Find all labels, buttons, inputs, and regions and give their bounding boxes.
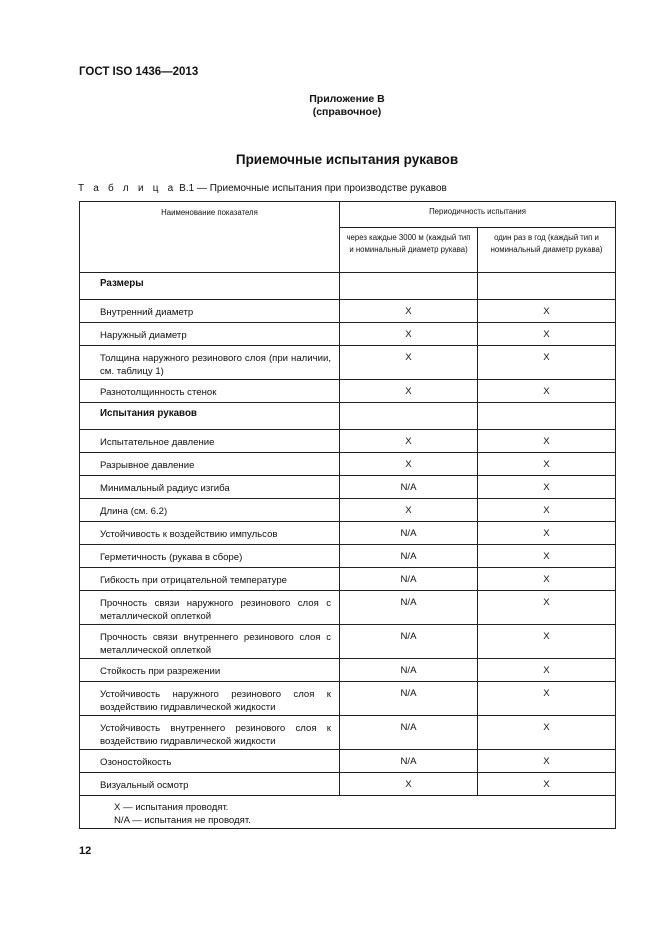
table-row <box>80 716 616 750</box>
appendix-title: Приложение В <box>309 93 385 105</box>
table-legend <box>80 796 616 829</box>
every-3000m-cell: N/A <box>340 522 478 545</box>
empty-cell <box>340 403 478 430</box>
table-caption-text: — Приемочные испытания при производстве рукавов <box>194 183 447 194</box>
yearly-cell: X <box>478 773 616 796</box>
page-title: Приемочные испытания рукавов <box>235 152 459 167</box>
table-row <box>80 476 616 499</box>
section-row <box>80 403 616 430</box>
test-name-cell: Устойчивость к воздействию импульсов <box>80 522 340 545</box>
page-number: 12 <box>79 845 92 857</box>
column-header-yearly: один раз в год (каждый тип и номинальный диаметр рукава) <box>478 228 616 273</box>
yearly-cell: X <box>478 346 616 380</box>
every-3000m-cell: N/A <box>340 476 478 499</box>
legend-item: N/A — испытания не проводят. <box>114 815 251 826</box>
table-row <box>80 499 616 522</box>
table-caption-label: Т а б л и ц а <box>78 183 177 194</box>
column-header-periodicity: Периодичность испытания <box>340 202 616 228</box>
table-row <box>80 659 616 682</box>
table-row <box>80 568 616 591</box>
document-code: ГОСТ ISO 1436—2013 <box>79 66 199 78</box>
empty-cell <box>478 273 616 300</box>
test-name-cell: Герметичность (рукава в сборе) <box>80 545 340 568</box>
table-row <box>80 750 616 773</box>
section-title: Размеры <box>80 273 340 300</box>
test-name-cell: Прочность связи внутреннего резинового слоя с металлической оплеткой <box>80 625 340 659</box>
yearly-cell: X <box>478 499 616 522</box>
yearly-cell: X <box>478 380 616 403</box>
table-caption <box>78 183 447 194</box>
yearly-cell: X <box>478 476 616 499</box>
every-3000m-cell: X <box>340 300 478 323</box>
yearly-cell: X <box>478 716 616 750</box>
table-row <box>80 323 616 346</box>
yearly-cell: X <box>478 591 616 625</box>
empty-cell <box>340 273 478 300</box>
yearly-cell: X <box>478 625 616 659</box>
yearly-cell: X <box>478 430 616 453</box>
every-3000m-cell: N/A <box>340 625 478 659</box>
every-3000m-cell: X <box>340 323 478 346</box>
column-header-name: Наименование показателя <box>80 202 340 273</box>
table-row <box>80 545 616 568</box>
table-row <box>80 380 616 403</box>
every-3000m-cell: N/A <box>340 659 478 682</box>
yearly-cell: X <box>478 453 616 476</box>
yearly-cell: X <box>478 750 616 773</box>
every-3000m-cell: N/A <box>340 682 478 716</box>
test-name-cell: Испытательное давление <box>80 430 340 453</box>
every-3000m-cell: X <box>340 430 478 453</box>
table-row <box>80 522 616 545</box>
every-3000m-cell: X <box>340 453 478 476</box>
every-3000m-cell: N/A <box>340 716 478 750</box>
appendix-heading <box>0 93 661 119</box>
every-3000m-cell: X <box>340 499 478 522</box>
test-name-cell: Наружный диаметр <box>80 323 340 346</box>
appendix-subtitle: (справочное) <box>312 106 382 118</box>
test-name-cell: Гибкость при отрицательной температуре <box>80 568 340 591</box>
test-name-cell: Разрывное давление <box>80 453 340 476</box>
every-3000m-cell: N/A <box>340 545 478 568</box>
table-row <box>80 591 616 625</box>
yearly-cell: X <box>478 545 616 568</box>
test-name-cell: Стойкость при разрежении <box>80 659 340 682</box>
yearly-cell: X <box>478 522 616 545</box>
table-caption-number: В.1 <box>179 183 195 194</box>
test-name-cell: Минимальный радиус изгиба <box>80 476 340 499</box>
table-row <box>80 300 616 323</box>
test-name-cell: Толщина наружного резинового слоя (при наличии, см. таблицу 1) <box>80 346 340 380</box>
table-row <box>80 625 616 659</box>
section-row <box>80 273 616 300</box>
yearly-cell: X <box>478 323 616 346</box>
table-row <box>80 430 616 453</box>
every-3000m-cell: N/A <box>340 750 478 773</box>
table-row <box>80 453 616 476</box>
every-3000m-cell: X <box>340 380 478 403</box>
empty-cell <box>478 403 616 430</box>
test-name-cell: Устойчивость наружного резинового слоя к воздействию гидравлической жидкости <box>80 682 340 716</box>
section-title: Испытания рукавов <box>80 403 340 430</box>
table-row <box>80 346 616 380</box>
every-3000m-cell: X <box>340 773 478 796</box>
legend-item: X — испытания проводят. <box>114 802 229 813</box>
yearly-cell: X <box>478 659 616 682</box>
yearly-cell: X <box>478 300 616 323</box>
test-name-cell: Внутренний диаметр <box>80 300 340 323</box>
test-name-cell: Устойчивость внутреннего резинового слоя к воздействию гидравлической жидкости <box>80 716 340 750</box>
every-3000m-cell: X <box>340 346 478 380</box>
table-row <box>80 773 616 796</box>
test-name-cell: Разнотолщинность стенок <box>80 380 340 403</box>
table-row <box>80 682 616 716</box>
test-name-cell: Визуальный осмотр <box>80 773 340 796</box>
every-3000m-cell: N/A <box>340 591 478 625</box>
test-name-cell: Прочность связи наружного резинового слоя с металлической оплеткой <box>80 591 340 625</box>
column-header-every-3000m: через каждые 3000 м (каждый тип и номинальный диаметр рукава) <box>340 228 478 273</box>
every-3000m-cell: N/A <box>340 568 478 591</box>
acceptance-tests-table <box>79 201 616 829</box>
yearly-cell: X <box>478 568 616 591</box>
test-name-cell: Длина (см. 6.2) <box>80 499 340 522</box>
test-name-cell: Озоностойкость <box>80 750 340 773</box>
yearly-cell: X <box>478 682 616 716</box>
